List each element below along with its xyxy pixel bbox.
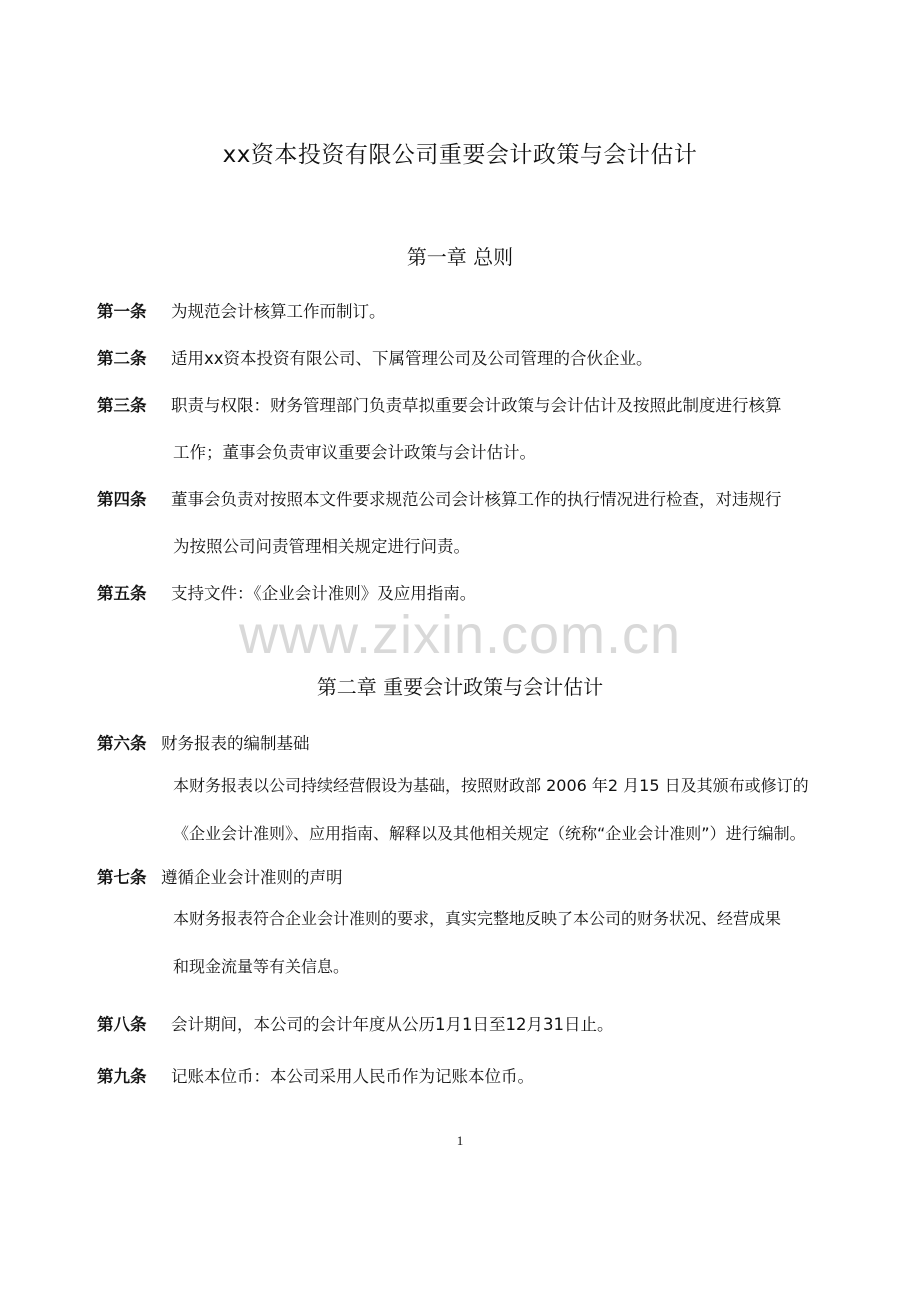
article-4-text-line-1: 董事会负责对按照本文件要求规范公司会计核算工作的执行情况进行检查，对违规行 bbox=[171, 490, 782, 509]
article-5-label: 第五条 bbox=[97, 584, 147, 603]
article-6-heading: 财务报表的编制基础 bbox=[161, 734, 310, 753]
article-9-label: 第九条 bbox=[97, 1067, 147, 1086]
article-1-text: 为规范会计核算工作而制订。 bbox=[171, 302, 386, 321]
article-2-text: 适用xx资本投资有限公司、下属管理公司及公司管理的合伙企业。 bbox=[171, 349, 653, 368]
watermark-text: www.zixin.com.cn bbox=[238, 605, 682, 665]
article-7-text-line-2: 和现金流量等有关信息。 bbox=[173, 957, 350, 976]
article-6-text-line-2: 《企业会计准则》、应用指南、解释以及其他相关规定（统称“企业会计准则”）进行编制。 bbox=[173, 824, 806, 843]
article-4-label: 第四条 bbox=[97, 490, 147, 509]
article-2-label: 第二条 bbox=[97, 349, 147, 368]
chapter-2-heading: 第二章 重要会计政策与会计估计 bbox=[316, 675, 604, 699]
article-7-label: 第七条 bbox=[97, 868, 147, 887]
article-4-text-line-2: 为按照公司问责管理相关规定进行问责。 bbox=[173, 537, 470, 556]
article-8-label: 第八条 bbox=[97, 1015, 147, 1034]
article-7-heading: 遵循企业会计准则的声明 bbox=[161, 868, 343, 887]
article-8-text: 会计期间，本公司的会计年度从公历1月1日至12月31日止。 bbox=[171, 1015, 614, 1034]
article-9-text: 记账本位币：本公司采用人民币作为记账本位币。 bbox=[171, 1067, 534, 1086]
article-3-text-line-1: 职责与权限：财务管理部门负责草拟重要会计政策与会计估计及按照此制度进行核算 bbox=[171, 396, 782, 415]
chapter-1-heading: 第一章 总则 bbox=[406, 245, 514, 269]
article-5-text: 支持文件：《企业会计准则》及应用指南。 bbox=[171, 584, 477, 603]
article-6-text-line-1: 本财务报表以公司持续经营假设为基础，按照财政部 2006 年2 月15 日及其颁布或修订的 bbox=[173, 776, 809, 795]
page-number: 1 bbox=[456, 1133, 464, 1148]
article-6-label: 第六条 bbox=[97, 734, 147, 753]
article-3-label: 第三条 bbox=[97, 396, 147, 415]
article-7-text-line-1: 本财务报表符合企业会计准则的要求，真实完整地反映了本公司的财务状况、经营成果 bbox=[173, 909, 782, 928]
article-3-text-line-2: 工作；董事会负责审议重要会计政策与会计估计。 bbox=[173, 443, 536, 462]
document-title: xx资本投资有限公司重要会计政策与会计估计 bbox=[222, 142, 698, 168]
article-1-label: 第一条 bbox=[97, 302, 147, 321]
